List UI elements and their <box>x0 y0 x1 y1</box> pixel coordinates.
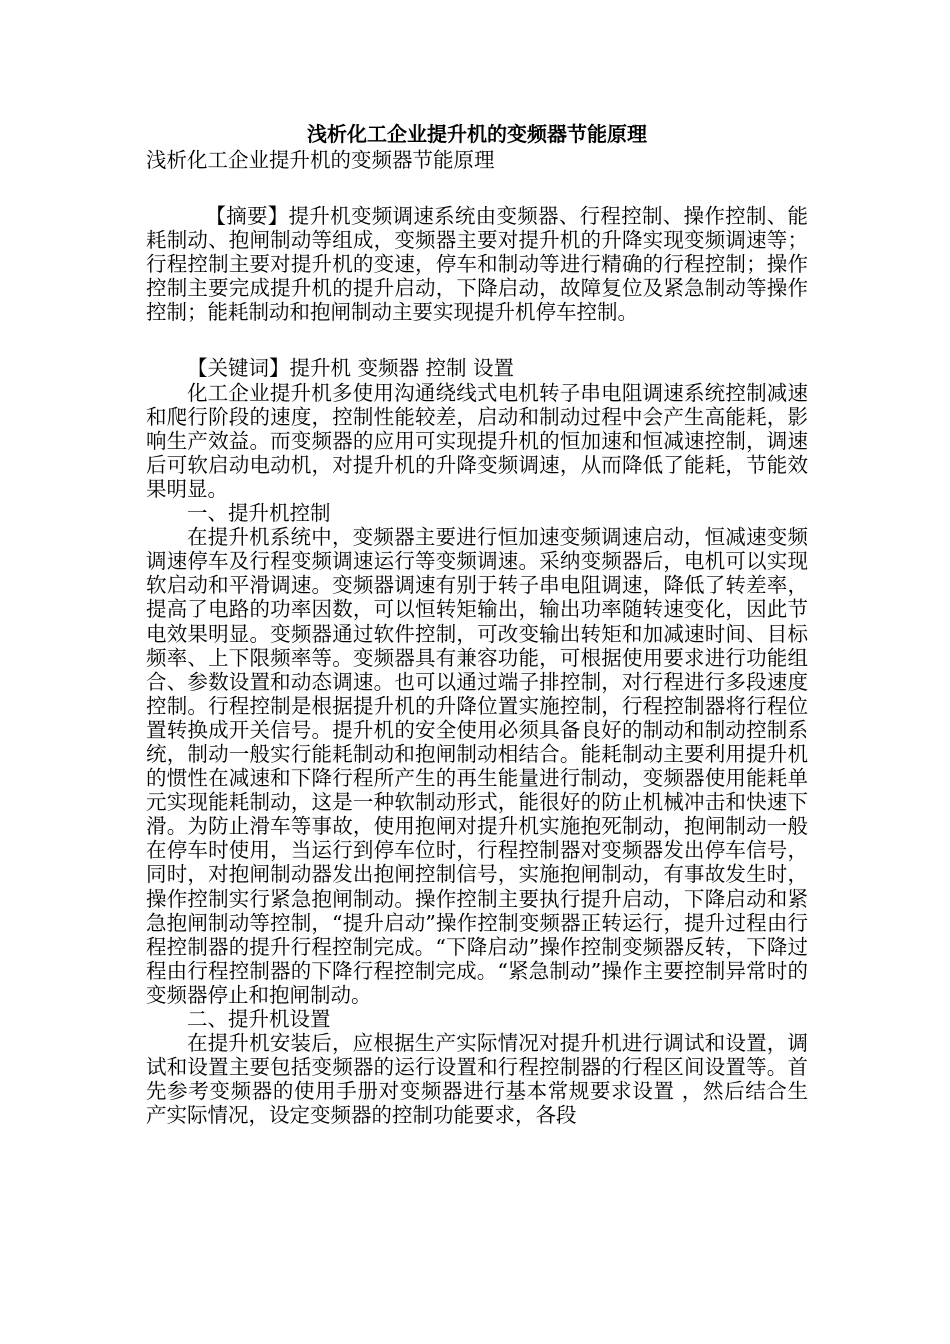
section-1-heading: 一、提升机控制 <box>187 501 331 526</box>
section-2-heading: 二、提升机设置 <box>187 1007 331 1031</box>
intro-paragraph: 化工企业提升机多使用沟通绕线式电机转子串电阻调速系统控制减速和爬行阶段的速度，控制性能较差，启动和制动过程中会产生高能耗，影响生产效益。而变频器的应用可实现提升机的恒加速和恒减速控制，调速后可软启动电动机，对提升机的升降变频调速，从而降低了能耗，节能效果明显。 <box>146 380 808 501</box>
document-page <box>146 120 808 1127</box>
document-subtitle: 浅析化工企业提升机的变频器节能原理 <box>146 148 495 172</box>
abstract-paragraph: 【摘要】提升机变频调速系统由变频器、行程控制、操作控制、能耗制动、抱闸制动等组成，变频器主要对提升机的升降实现变频调速等；行程控制主要对提升机的变速，停车和制动等进行精确的行程控制；操作控制主要完成提升机的提升启动，下降启动，故障复位及紧急制动等操作控制；能耗制动和抱闸制动主要实现提升机停车控制。 <box>146 204 808 325</box>
keywords-line: 【关键词】提升机 变频器 控制 设置 <box>187 356 515 381</box>
section-2-paragraph: 在提升机安装后，应根据生产实际情况对提升机进行调试和设置，调试和设置主要包括变频器的运行设置和行程控制器的行程区间设置等。首先参考变频器的使用手册对变频器进行基本常规要求设置 ，然后结合生产实际情况，设定变频器的控制功能要求，各段 <box>146 1031 808 1128</box>
section-1-paragraph: 在提升机系统中，变频器主要进行恒加速变频调速启动，恒减速变频调速停车及行程变频调速运行等变频调速。采纳变频器后，电机可以实现软启动和平滑调速。变频器调速有别于转子串电阻调速，降低了转差率，提高了电路的功率因数，可以恒转矩输出，输出功率随转速变化，因此节电效果明显。变频器通过软件控制，可改变输出转矩和加减速时间、目标频率、上下限频率等。变频器具有兼容功能，可根据使用要求进行功能组合、参数设置和动态调速。也可以通过端子排控制，对行程进行多段速度控制。行程控制是根据提升机的升降位置实施控制，行程控制器将行程位置转换成开关信号。提升机的安全使用必须具备良好的制动和制动控制系统，制动一般实行能耗制动和抱闸制动相结合。能耗制动主要利用提升机的惯性在减速和下降行程所产生的再生能量进行制动，变频器使用能耗单元实现能耗制动，这是一种软制动形式，能很好的防止机械冲击和快速下滑。为防止滑车等事故，使用抱闸对提升机实施抱死制动，抱闸制动一般在停车时使用，当运行到停车位时，行程控制器对变频器发出停车信号，同时，对抱闸制动器发出抱闸控制信号，实施抱闸制动，有事故发生时，操作控制实行紧急抱闸制动。操作控制主要执行提升启动，下降启动和紧急抱闸制动等控制，“提升启动”操作控制变频器正转运行，提升过程由行程控制器的提升行程控制完成。“下降启动”操作控制变频器反转，下降过程由行程控制器的下降行程控制完成。“紧急制动”操作主要控制异常时的变频器停止和抱闸制动。 <box>146 525 808 1007</box>
document-title: 浅析化工企业提升机的变频器节能原理 <box>307 122 647 146</box>
